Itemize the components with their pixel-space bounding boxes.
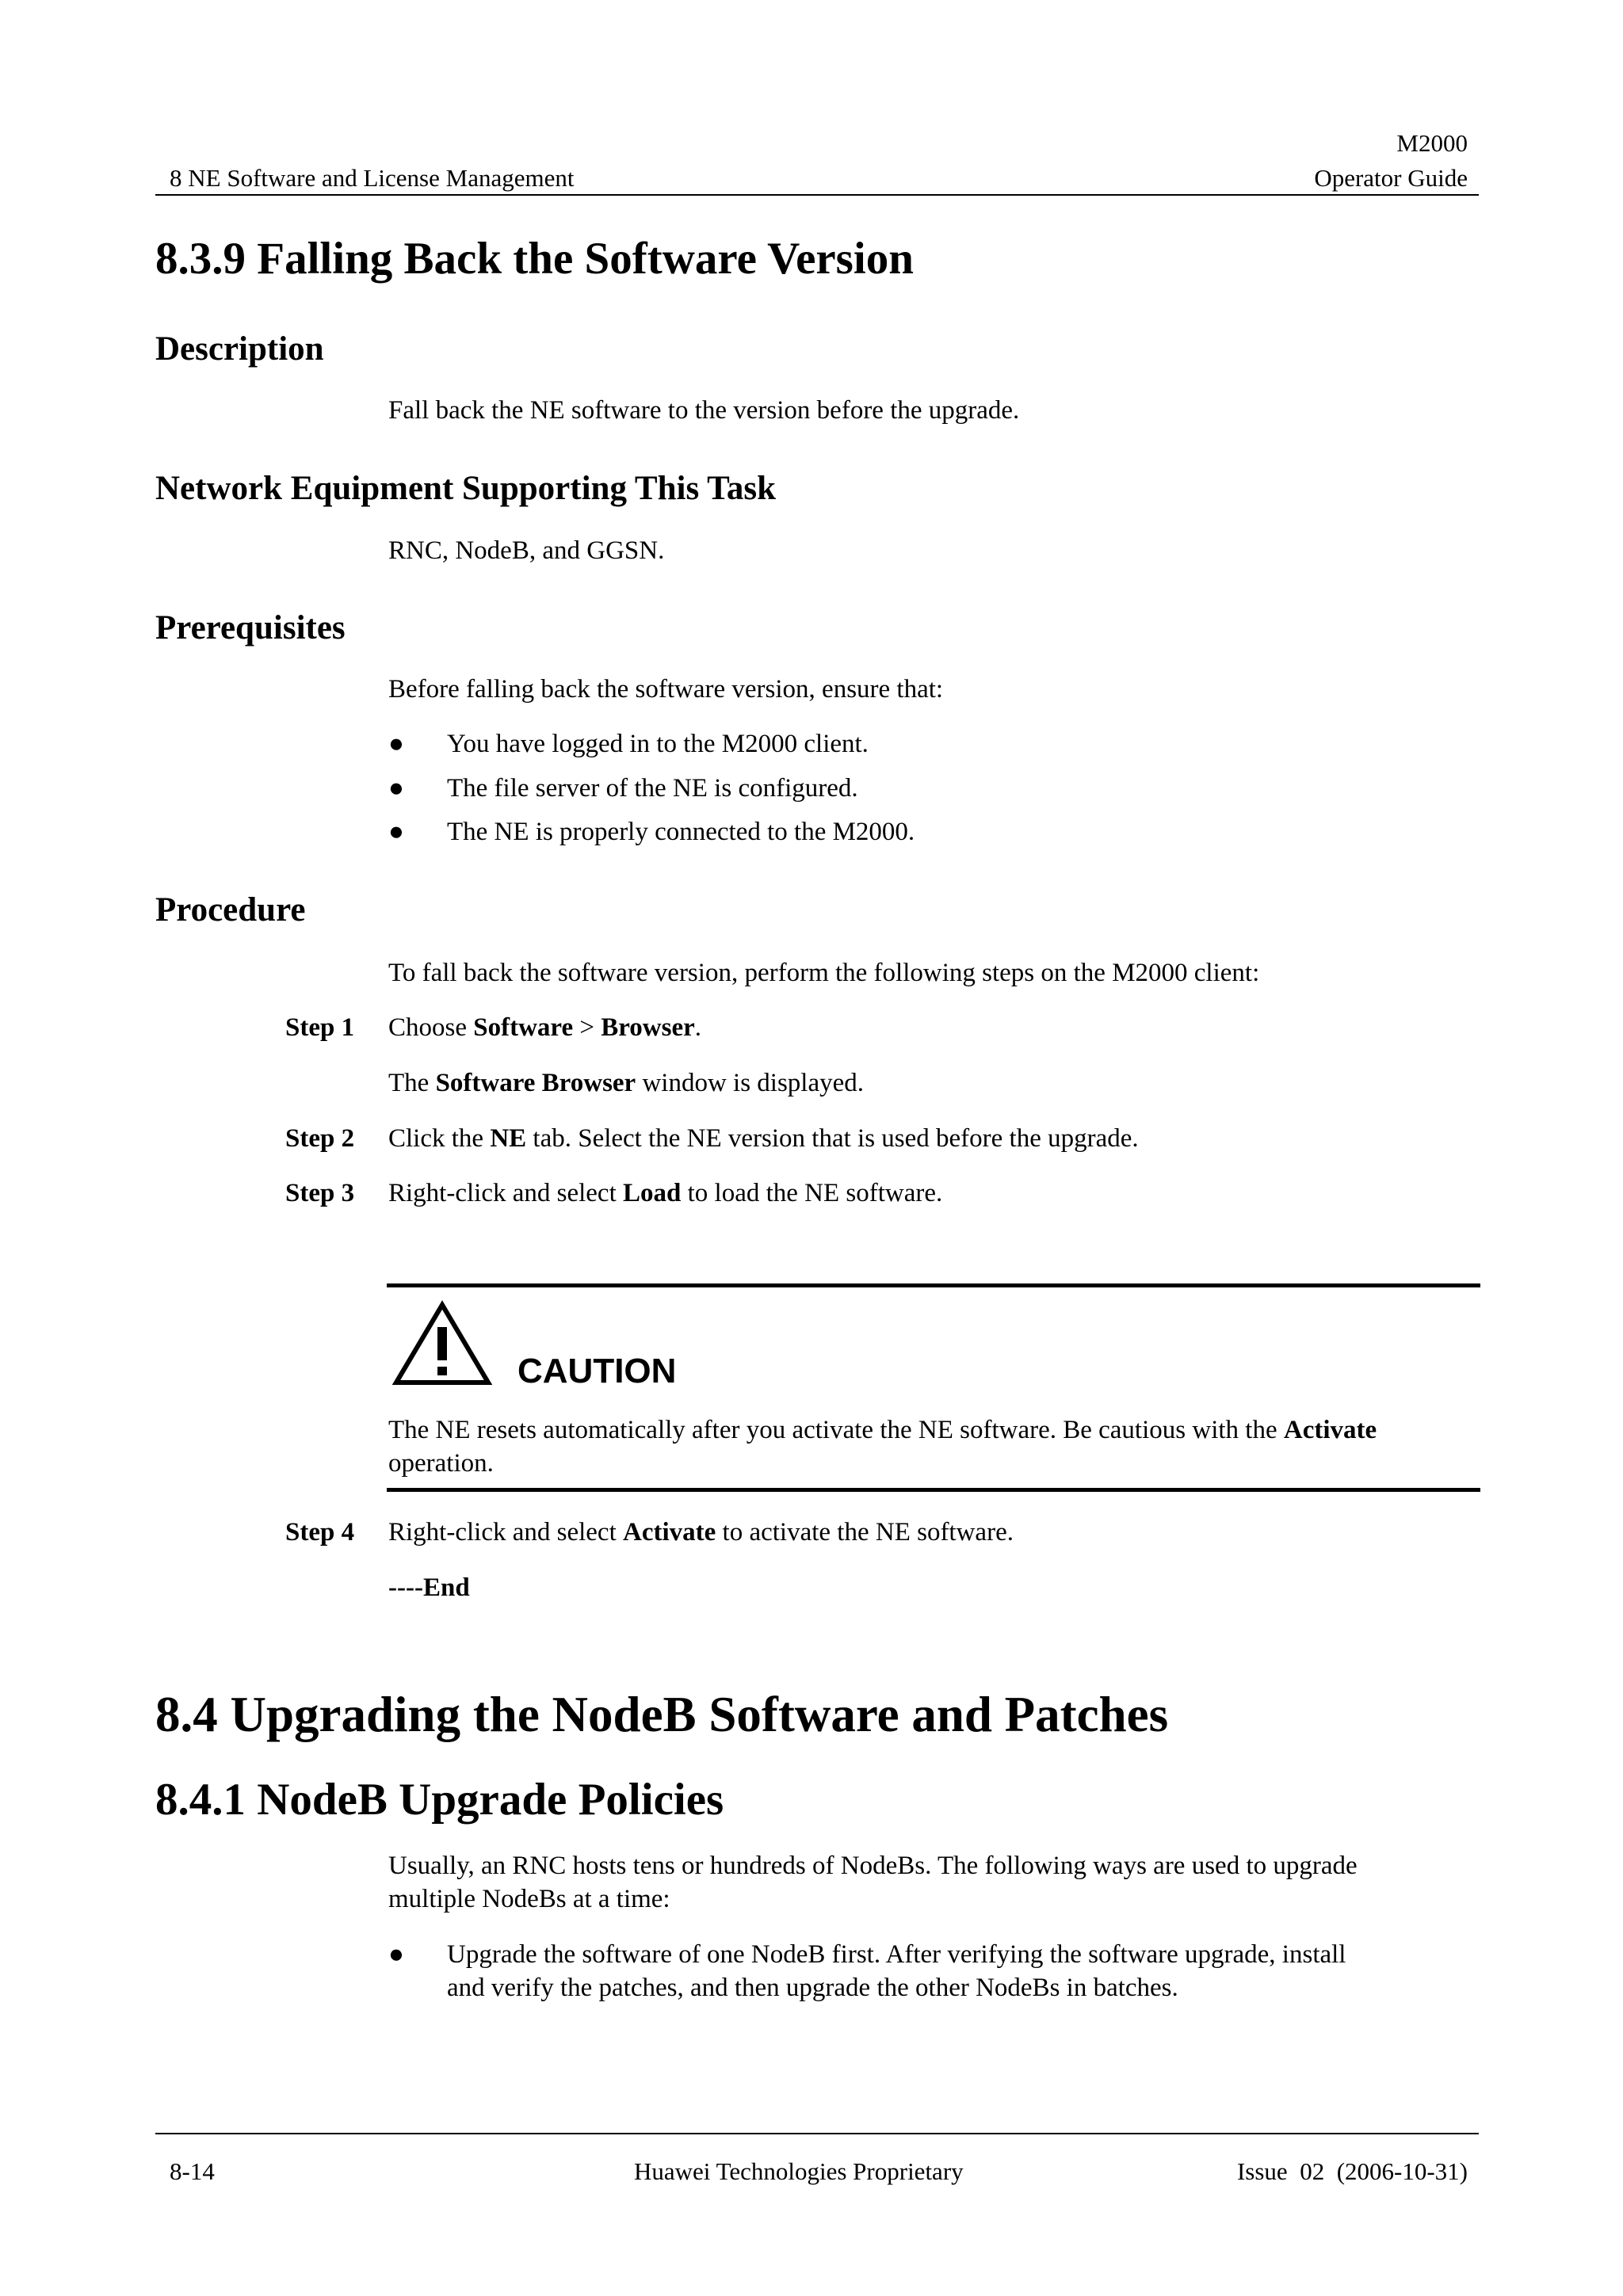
header-chapter: 8 NE Software and License Management — [170, 164, 575, 192]
header-rule — [155, 194, 1479, 196]
policies-para-line2: multiple NodeBs at a time: — [388, 1885, 670, 1913]
procedure-end: ----End — [388, 1573, 470, 1602]
footer-issue: Issue 02 (2006-10-31) — [1236, 2157, 1468, 2185]
procedure-intro: To fall back the software version, perform the following steps on the M2000 client: — [388, 959, 1260, 987]
caution-top-rule — [387, 1283, 1480, 1287]
caution-text-line1: The NE resets automatically after you activate the NE software. Be cautious with the Activate — [388, 1416, 1377, 1444]
step-text: Right-click and select Activate to activate the NE software. — [388, 1518, 1014, 1547]
footer-rule — [155, 2133, 1479, 2134]
footer-company: Huawei Technologies Proprietary — [634, 2157, 964, 2185]
equipment-heading: Network Equipment Supporting This Task — [155, 470, 777, 507]
caution-bottom-rule — [387, 1488, 1480, 1492]
step-text: Right-click and select Load to load the NE software. — [388, 1179, 943, 1207]
description-heading: Description — [155, 330, 324, 368]
step-label: Step 4 — [285, 1518, 355, 1547]
header-guide: Operator Guide — [1314, 164, 1468, 192]
procedure-heading: Procedure — [155, 891, 306, 929]
step-note: The Software Browser window is displayed. — [388, 1069, 865, 1097]
subsection-title: 8.4.1 NodeB Upgrade Policies — [155, 1775, 724, 1825]
equipment-text: RNC, NodeB, and GGSN. — [388, 536, 665, 565]
prerequisites-intro: Before falling back the software version, ensure that: — [388, 675, 944, 704]
caution-label: CAUTION — [517, 1352, 677, 1390]
bullet-icon: ● — [388, 730, 404, 758]
step-text: Click the NE tab. Select the NE version that is used before the upgrade. — [388, 1124, 1139, 1153]
policies-para-line1: Usually, an RNC hosts tens or hundreds of NodeBs. The following ways are used to upgrade — [388, 1852, 1358, 1880]
caution-text-line2: operation. — [388, 1449, 494, 1478]
bullet-icon: ● — [388, 774, 404, 803]
bullet-icon: ● — [388, 818, 404, 846]
section-title: 8.3.9 Falling Back the Software Version — [155, 234, 914, 284]
description-text: Fall back the NE software to the version before the upgrade. — [388, 396, 1020, 425]
step-label: Step 3 — [285, 1179, 355, 1207]
bullet-icon: ● — [388, 1940, 404, 1969]
step-label: Step 2 — [285, 1124, 355, 1153]
prerequisites-heading: Prerequisites — [155, 609, 346, 646]
footer-page: 8-14 — [170, 2157, 215, 2185]
step-label: Step 1 — [285, 1013, 355, 1042]
policy-item-line2: and verify the patches, and then upgrade the other NodeBs in batches. — [447, 1974, 1178, 2002]
header-product: M2000 — [1396, 129, 1468, 157]
step-text: Choose Software > Browser. — [388, 1013, 702, 1042]
warning-triangle-icon — [391, 1300, 493, 1387]
chapter-section-title: 8.4 Upgrading the NodeB Software and Patches — [155, 1687, 1169, 1742]
